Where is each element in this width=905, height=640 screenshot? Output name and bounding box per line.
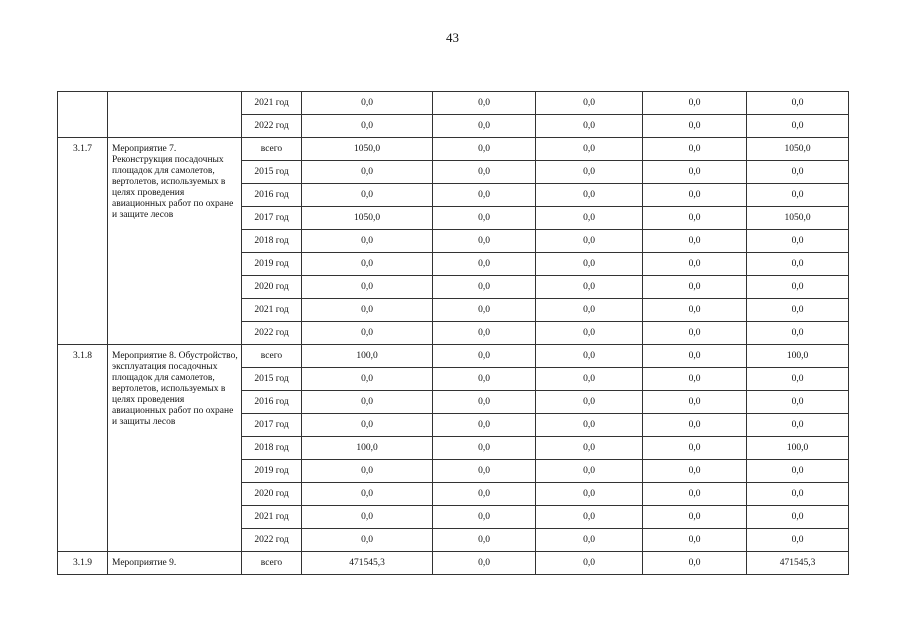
year-cell: 2018 год (242, 437, 302, 460)
table-body (58, 92, 849, 575)
amount-cell: 0,0 (536, 115, 643, 138)
amount-cell: 0,0 (747, 299, 849, 322)
amount-cell: 0,0 (433, 161, 536, 184)
amount-cell: 0,0 (433, 184, 536, 207)
amount-cell: 0,0 (643, 437, 747, 460)
amount-cell: 0,0 (747, 230, 849, 253)
amount-cell: 100,0 (302, 345, 433, 368)
amount-cell: 0,0 (536, 184, 643, 207)
amount-cell: 0,0 (536, 483, 643, 506)
year-cell: 2016 год (242, 391, 302, 414)
amount-cell: 0,0 (433, 483, 536, 506)
year-cell: 2019 год (242, 253, 302, 276)
year-cell: 2022 год (242, 115, 302, 138)
year-cell: 2016 год (242, 184, 302, 207)
amount-cell: 0,0 (643, 276, 747, 299)
amount-cell: 1050,0 (302, 138, 433, 161)
amount-cell: 0,0 (536, 437, 643, 460)
amount-cell: 0,0 (536, 552, 643, 575)
measure-name: Мероприятие 7. Реконструкция посадочных площадок для самолетов, вертолетов, используемых в целях проведения авиационных работ по охране и защите лесов (108, 138, 242, 345)
year-cell: 2022 год (242, 529, 302, 552)
amount-cell: 0,0 (302, 414, 433, 437)
amount-cell: 0,0 (433, 322, 536, 345)
amount-cell: 0,0 (302, 529, 433, 552)
amount-cell: 0,0 (302, 460, 433, 483)
amount-cell: 0,0 (536, 506, 643, 529)
amount-cell: 0,0 (536, 529, 643, 552)
amount-cell: 0,0 (433, 460, 536, 483)
amount-cell: 471545,3 (302, 552, 433, 575)
amount-cell: 0,0 (433, 368, 536, 391)
amount-cell: 0,0 (536, 345, 643, 368)
amount-cell: 0,0 (536, 414, 643, 437)
amount-cell: 0,0 (643, 368, 747, 391)
measure-code: 3.1.8 (58, 345, 108, 552)
amount-cell: 0,0 (302, 391, 433, 414)
amount-cell: 0,0 (433, 391, 536, 414)
amount-cell: 0,0 (747, 529, 849, 552)
amount-cell: 1050,0 (747, 138, 849, 161)
amount-cell: 0,0 (302, 483, 433, 506)
measure-name: Мероприятие 9. (108, 552, 242, 575)
amount-cell: 0,0 (643, 552, 747, 575)
amount-cell: 0,0 (747, 161, 849, 184)
amount-cell: 0,0 (433, 92, 536, 115)
year-cell: 2021 год (242, 92, 302, 115)
year-cell: 2018 год (242, 230, 302, 253)
amount-cell: 0,0 (302, 368, 433, 391)
amount-cell: 0,0 (302, 115, 433, 138)
table-row (58, 345, 849, 368)
amount-cell: 0,0 (643, 391, 747, 414)
amount-cell: 100,0 (302, 437, 433, 460)
amount-cell: 0,0 (302, 322, 433, 345)
amount-cell: 0,0 (643, 92, 747, 115)
amount-cell: 0,0 (643, 207, 747, 230)
amount-cell: 0,0 (643, 322, 747, 345)
year-cell: 2017 год (242, 414, 302, 437)
amount-cell: 0,0 (302, 253, 433, 276)
year-cell: 2017 год (242, 207, 302, 230)
amount-cell: 0,0 (643, 299, 747, 322)
amount-cell: 0,0 (747, 414, 849, 437)
amount-cell: 0,0 (747, 184, 849, 207)
amount-cell: 1050,0 (302, 207, 433, 230)
amount-cell: 0,0 (536, 138, 643, 161)
budget-table (57, 91, 849, 575)
amount-cell: 0,0 (536, 276, 643, 299)
amount-cell: 0,0 (747, 276, 849, 299)
year-cell: 2015 год (242, 368, 302, 391)
amount-cell: 0,0 (643, 161, 747, 184)
amount-cell: 0,0 (433, 345, 536, 368)
amount-cell: 0,0 (643, 483, 747, 506)
amount-cell: 0,0 (302, 506, 433, 529)
amount-cell: 0,0 (433, 414, 536, 437)
amount-cell: 0,0 (536, 322, 643, 345)
amount-cell: 0,0 (536, 253, 643, 276)
amount-cell: 0,0 (433, 299, 536, 322)
table-row (58, 552, 849, 575)
year-cell: 2021 год (242, 506, 302, 529)
amount-cell: 0,0 (433, 276, 536, 299)
year-cell: 2020 год (242, 483, 302, 506)
amount-cell: 1050,0 (747, 207, 849, 230)
amount-cell: 0,0 (643, 529, 747, 552)
table-row (58, 138, 849, 161)
amount-cell: 0,0 (433, 552, 536, 575)
amount-cell: 0,0 (643, 345, 747, 368)
year-cell: 2021 год (242, 299, 302, 322)
amount-cell: 0,0 (536, 368, 643, 391)
year-cell: 2015 год (242, 161, 302, 184)
measure-code (58, 92, 108, 138)
page-number: 43 (446, 30, 459, 45)
amount-cell: 0,0 (643, 230, 747, 253)
amount-cell: 0,0 (302, 230, 433, 253)
amount-cell: 0,0 (302, 276, 433, 299)
amount-cell: 0,0 (643, 253, 747, 276)
amount-cell: 0,0 (747, 391, 849, 414)
amount-cell: 0,0 (433, 506, 536, 529)
amount-cell: 0,0 (643, 115, 747, 138)
amount-cell: 0,0 (536, 391, 643, 414)
measure-code: 3.1.7 (58, 138, 108, 345)
amount-cell: 0,0 (302, 299, 433, 322)
amount-cell: 0,0 (747, 115, 849, 138)
amount-cell: 0,0 (536, 460, 643, 483)
amount-cell: 0,0 (747, 483, 849, 506)
measure-name (108, 92, 242, 138)
amount-cell: 0,0 (433, 529, 536, 552)
amount-cell: 0,0 (747, 322, 849, 345)
amount-cell: 0,0 (747, 460, 849, 483)
amount-cell: 0,0 (643, 460, 747, 483)
table-row (58, 92, 849, 115)
measure-name: Мероприятие 8. Обустройство, эксплуатация посадочных площадок для самолетов, вертолетов, используемых в целях проведения авиационных работ по охране и защиты лесов (108, 345, 242, 552)
amount-cell: 0,0 (433, 138, 536, 161)
year-cell: 2022 год (242, 322, 302, 345)
amount-cell: 0,0 (433, 115, 536, 138)
amount-cell: 0,0 (643, 506, 747, 529)
amount-cell: 0,0 (643, 184, 747, 207)
amount-cell: 471545,3 (747, 552, 849, 575)
amount-cell: 0,0 (747, 253, 849, 276)
amount-cell: 0,0 (302, 161, 433, 184)
measure-code: 3.1.9 (58, 552, 108, 575)
amount-cell: 0,0 (747, 506, 849, 529)
amount-cell: 0,0 (536, 299, 643, 322)
year-cell: 2020 год (242, 276, 302, 299)
amount-cell: 0,0 (302, 92, 433, 115)
year-cell: всего (242, 345, 302, 368)
amount-cell: 0,0 (536, 207, 643, 230)
amount-cell: 100,0 (747, 345, 849, 368)
amount-cell: 0,0 (643, 138, 747, 161)
amount-cell: 0,0 (536, 92, 643, 115)
amount-cell: 0,0 (536, 161, 643, 184)
amount-cell: 0,0 (747, 92, 849, 115)
amount-cell: 0,0 (433, 230, 536, 253)
amount-cell: 0,0 (536, 230, 643, 253)
year-cell: всего (242, 138, 302, 161)
amount-cell: 100,0 (747, 437, 849, 460)
amount-cell: 0,0 (747, 368, 849, 391)
year-cell: всего (242, 552, 302, 575)
amount-cell: 0,0 (433, 207, 536, 230)
amount-cell: 0,0 (643, 414, 747, 437)
amount-cell: 0,0 (433, 253, 536, 276)
amount-cell: 0,0 (433, 437, 536, 460)
year-cell: 2019 год (242, 460, 302, 483)
amount-cell: 0,0 (302, 184, 433, 207)
